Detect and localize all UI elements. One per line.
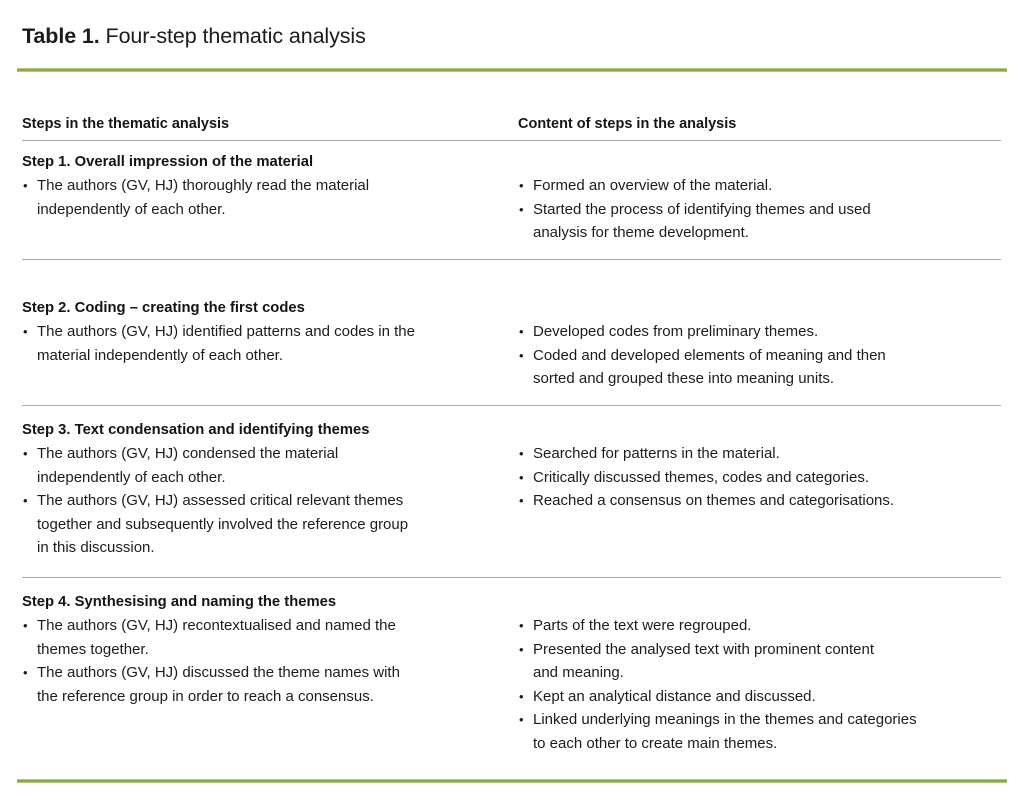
row-divider (22, 405, 1001, 406)
list-item: • The authors (GV, HJ) identified patterns and codes in the material independently of each other. (22, 320, 502, 367)
content-bullet-list (518, 320, 1003, 391)
content-bullet-list (518, 614, 1003, 755)
step-bullet-list (22, 442, 502, 560)
column-header-steps: Steps in the thematic analysis (22, 116, 230, 132)
row-divider (22, 577, 1001, 578)
table-header-row (0, 114, 1024, 140)
row-cell-steps (22, 592, 502, 708)
list-item: • Started the process of identifying themes and used analysis for theme development. (518, 198, 1003, 245)
list-item: • Reached a consensus on themes and categorisations. (518, 489, 1003, 513)
table-top-rule (17, 68, 1007, 72)
list-item: • Kept an analytical distance and discussed. (518, 685, 1003, 709)
table-caption-text: Four-step thematic analysis (99, 24, 366, 48)
list-item: • The authors (GV, HJ) discussed the theme names with the reference group in order to reach a consensus. (22, 661, 502, 708)
list-item: • Coded and developed elements of meaning and then sorted and grouped these into meaning units. (518, 344, 1003, 391)
list-item: • Presented the analysed text with prominent content and meaning. (518, 638, 1003, 685)
row-cell-content (518, 420, 1003, 513)
list-item: • Searched for patterns in the material. (518, 442, 1003, 466)
step-bullet-list (22, 320, 502, 367)
list-item: • Linked underlying meanings in the themes and categories to each other to create main themes. (518, 708, 1003, 755)
content-bullet-list (518, 442, 1003, 513)
row-cell-content (518, 592, 1003, 755)
list-item: • The authors (GV, HJ) recontextualised and named the themes together. (22, 614, 502, 661)
step-bullet-list (22, 174, 502, 221)
row-cell-steps (22, 420, 502, 560)
step-title: Step 1. Overall impression of the material (22, 154, 314, 170)
table-caption-label: Table 1. (22, 24, 100, 48)
step-title: Step 3. Text condensation and identifying themes (22, 422, 370, 438)
step-title: Step 4. Synthesising and naming the themes (22, 594, 337, 610)
content-bullet-list (518, 174, 1003, 245)
table-bottom-rule (17, 779, 1007, 783)
table-caption (22, 22, 366, 50)
list-item: • Formed an overview of the material. (518, 174, 1003, 198)
column-header-content: Content of steps in the analysis (518, 116, 737, 132)
row-cell-steps (22, 152, 502, 221)
list-item: • Developed codes from preliminary themes. (518, 320, 1003, 344)
step-title: Step 2. Coding – creating the first codes (22, 300, 305, 316)
row-cell-content (518, 298, 1003, 391)
row-cell-content (518, 152, 1003, 245)
step-bullet-list (22, 614, 502, 708)
row-cell-steps (22, 298, 502, 367)
row-divider (22, 259, 1001, 260)
list-item: • The authors (GV, HJ) condensed the material independently of each other. (22, 442, 502, 489)
header-divider (22, 140, 1001, 141)
list-item: • Parts of the text were regrouped. (518, 614, 1003, 638)
list-item: • Critically discussed themes, codes and categories. (518, 466, 1003, 490)
list-item: • The authors (GV, HJ) thoroughly read the material independently of each other. (22, 174, 502, 221)
list-item: • The authors (GV, HJ) assessed critical relevant themes together and subsequently involved the reference group in this discussion. (22, 489, 502, 560)
